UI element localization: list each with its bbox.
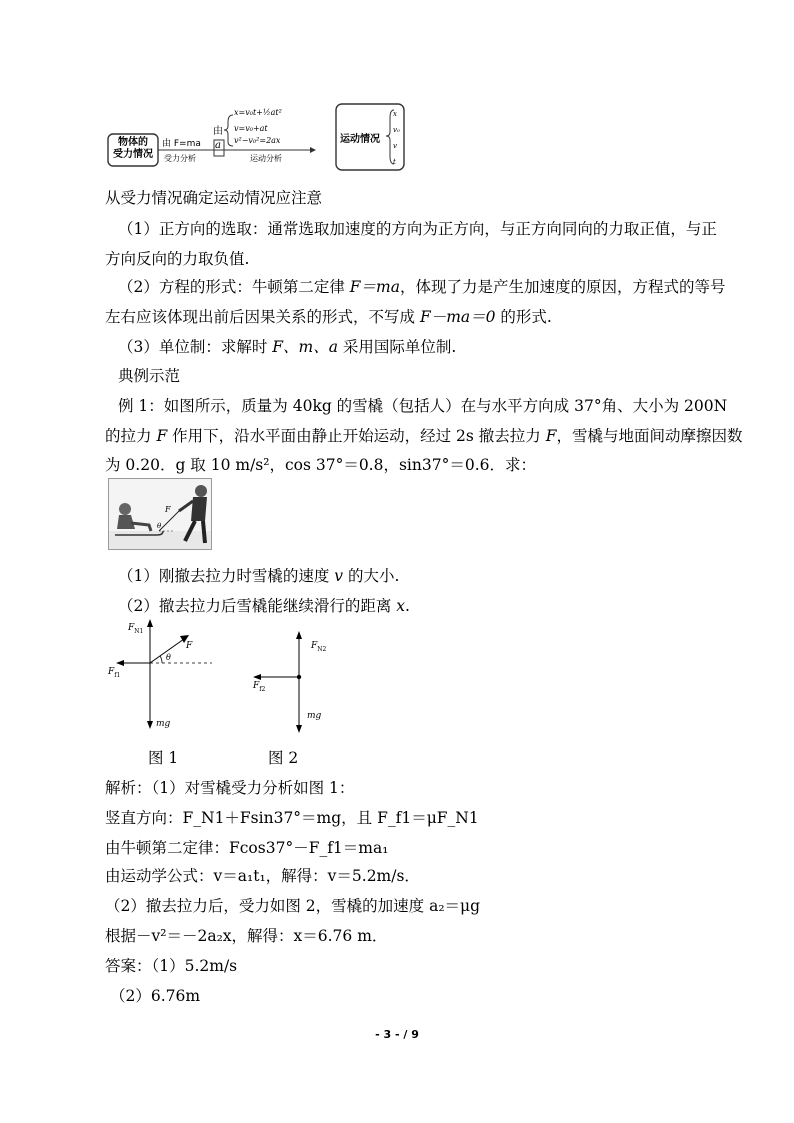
- notes-p2-line2: 左右应该体现出前后因果关系的形式，不写成 F－ma＝0 的形式.: [105, 308, 552, 326]
- solution-line4: 由运动学公式：v＝a₁t₁，解得：v＝5.2m/s．: [105, 867, 420, 885]
- figure-1: [100, 615, 230, 735]
- solution-line3: 由牛顿第二定律：Fcos37°－F_f1＝ma₁: [105, 839, 389, 857]
- flow-arrow1-bottom: 受力分析: [164, 154, 196, 163]
- fig1-theta-label: θ: [166, 653, 171, 662]
- fig2-Ff-label: $F_{f2}$: [253, 681, 266, 693]
- notes-p3: （3）单位制：求解时 F、m、a 采用国际单位制.: [118, 338, 457, 356]
- solution-line5: （2）撤去拉力后，受力如图 2，雪橇的加速度 a₂＝μg: [105, 897, 481, 915]
- fig1-mg-label: mg: [156, 719, 171, 729]
- flow-box1-line2: 受力情况: [113, 149, 153, 160]
- man-head: [195, 485, 207, 497]
- solution-line1: 解析：（1）对雪橇受力分析如图 1：: [105, 779, 355, 797]
- flow-arrow1-top: 由 F=ma: [162, 139, 201, 149]
- flow-eq2: v=v₀+at: [234, 124, 268, 133]
- notes-heading: 从受力情况确定运动情况应注意: [105, 189, 323, 207]
- flow-item-v: v: [393, 142, 397, 150]
- notes-p1-line2: 方向反向的力取负值.: [105, 250, 250, 268]
- page-number: - 3 - / 9: [375, 1028, 419, 1041]
- flow-arrow2-bottom: 运动分析: [250, 154, 282, 163]
- child-head: [119, 503, 131, 515]
- photo-theta-label: θ: [157, 522, 162, 530]
- flow-mid-symbol: a: [215, 140, 221, 151]
- answer-line1: 答案：（1）5.2m/s: [105, 957, 238, 975]
- sled-photo-svg: [109, 479, 211, 549]
- fig2-FN-label: $F_{N2}$: [311, 641, 327, 653]
- man-body: [191, 497, 207, 521]
- sled-photo: [108, 478, 212, 550]
- solution-line2: 竖直方向：F_N1＋Fsin37°＝mg，且 F_f1＝μF_N1: [105, 809, 479, 827]
- flow-arrow2-prefix: 由: [213, 126, 223, 137]
- question-2: （2）撤去拉力后雪橇能继续滑行的距离 x.: [118, 597, 410, 615]
- flow-item-v0: v₀: [393, 126, 400, 134]
- example-line3: 为 0.20．g 取 10 m/s²，cos 37°＝0.8，sin37°＝0.6．求：: [105, 456, 536, 474]
- flow-item-x: x: [393, 110, 397, 118]
- photo-F-label: F: [165, 505, 171, 514]
- example-line2: 的拉力 F 作用下，沿水平面由静止开始运动，经过 2s 撤去拉力 F，雪橇与地面间动摩擦因数: [105, 427, 743, 445]
- flow-item-t: t: [393, 158, 396, 166]
- fig2-caption: 图 2: [268, 749, 299, 767]
- fig2-mg-label: mg: [307, 711, 322, 721]
- fig1-caption: 图 1: [148, 749, 179, 767]
- answer-line2: （2）6.76m: [110, 987, 201, 1005]
- flow-box1-line1: 物体的: [118, 137, 148, 148]
- fig1-Ff-label: $F_{f1}$: [108, 667, 121, 679]
- example-line1: 例 1：如图所示，质量为 40kg 的雪橇（包括人）在与水平方向成 37°角、大小为 200N: [118, 397, 728, 415]
- flow-eq1: x=v₀t+½at²: [234, 108, 282, 117]
- example-heading: 典例示范: [118, 367, 181, 385]
- fig1-FN-label: $F_{N1}$: [128, 623, 144, 635]
- flow-eq3: v²−v₀²=2ax: [234, 136, 281, 145]
- notes-p1-line1: （1）正方向的选取：通常选取加速度的方向为正方向，与正方向同向的力取正值，与正: [118, 220, 717, 238]
- solution-line6: 根据－v²＝－2a₂x，解得：x＝6.76 m．: [105, 927, 388, 945]
- notes-p2-line1: （2）方程的形式：牛顿第二定律 F＝ma，体现了力是产生加速度的原因，方程式的等号: [118, 278, 726, 296]
- flow-diagram: [100, 100, 420, 175]
- question-1: （1）刚撤去拉力时雪橇的速度 v 的大小.: [118, 567, 400, 585]
- fig1-F-label: F: [186, 641, 193, 651]
- flow-box2-label: 运动情况: [340, 134, 380, 145]
- figure-2: [245, 625, 345, 740]
